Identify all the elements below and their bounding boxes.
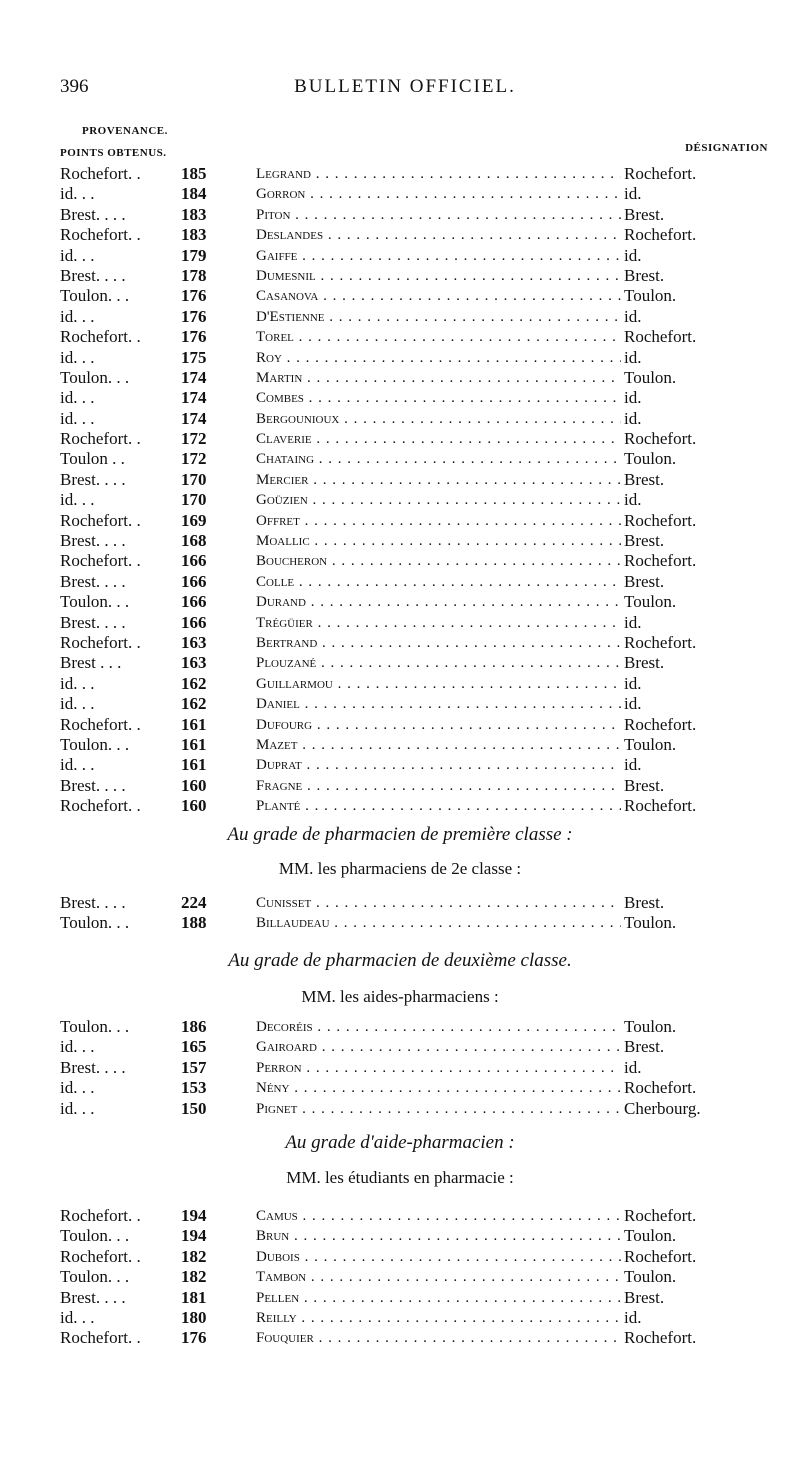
destination-cell: id. (621, 348, 641, 368)
name-cell: Bergounioux . . . (256, 409, 621, 429)
destination-cell: Brest. (621, 572, 664, 592)
destination-cell: Rochefort. (621, 633, 696, 653)
name-cell: Legrand . . . (256, 164, 621, 184)
destination-cell: Rochefort. (621, 429, 696, 449)
name-cell: Durand . . . (256, 592, 621, 612)
points-cell: 224 (181, 893, 207, 912)
points-cell: 160 (181, 796, 207, 816)
provenance-cell: Brest. . . . (60, 1287, 126, 1307)
list-item (60, 913, 690, 933)
destination-cell: Brest. (621, 893, 664, 913)
destination-cell: Toulon. (621, 1267, 676, 1287)
destination-cell: Toulon. (621, 368, 676, 388)
provenance-cell: Brest. . . . (60, 775, 126, 795)
section-sub-second-class: MM. les aides-pharmaciens : (301, 987, 499, 1006)
points-cell: 172 (181, 449, 207, 469)
name-cell: Roy . . . (256, 348, 621, 368)
list-item (60, 1246, 697, 1267)
list-item (60, 714, 697, 735)
list-item (60, 286, 690, 306)
destination-cell: Brest. (621, 531, 664, 551)
destination-cell: Brest. (621, 653, 664, 673)
points-cell: 163 (181, 632, 207, 652)
points-cell: 162 (181, 673, 207, 693)
entry-list-group-2 (60, 893, 690, 934)
list-item (60, 164, 697, 184)
destination-cell: Rochefort. (621, 1247, 696, 1267)
name-cell: Trégüier . . . (256, 613, 621, 633)
list-item (60, 205, 690, 225)
name-cell: Fouquier . . . (256, 1328, 621, 1348)
list-item (60, 225, 697, 245)
provenance-cell: id. . . (60, 694, 95, 714)
provenance-cell: Rochefort. . (60, 164, 141, 183)
name-cell: Goüzien . . . (256, 490, 621, 510)
provenance-cell: id. . . (60, 1307, 95, 1327)
provenance-cell: Rochefort. . (60, 1246, 141, 1266)
points-cell: 150 (181, 1098, 207, 1118)
entry-list-group-3 (60, 1017, 701, 1119)
list-item (60, 1267, 690, 1287)
provenance-cell: id. . . (60, 184, 95, 204)
name-cell: Billaudeau . . . (256, 913, 621, 933)
provenance-cell: Toulon. . . (60, 286, 130, 306)
page-number: 396 (60, 76, 89, 97)
list-item (60, 449, 690, 469)
name-cell: Dufourg . . . (256, 715, 621, 735)
destination-cell: id. (621, 1058, 641, 1078)
destination-cell: id. (621, 409, 641, 429)
provenance-cell: Rochefort. . (60, 714, 141, 734)
points-cell: 166 (181, 551, 207, 571)
points-cell: 178 (181, 265, 207, 285)
points-cell: 174 (181, 408, 207, 428)
name-cell: Reilly . . . (256, 1308, 621, 1328)
list-item (60, 893, 690, 913)
provenance-cell: id. . . (60, 1037, 95, 1057)
points-cell: 176 (181, 1328, 207, 1348)
list-item (60, 266, 690, 286)
list-item (60, 246, 690, 266)
destination-cell: id. (621, 694, 641, 714)
running-title: BULLETIN OFFICIEL. (294, 76, 516, 97)
destination-cell: Rochefort. (621, 551, 696, 571)
destination-cell: id. (621, 490, 641, 510)
name-cell: Decoréis . . . (256, 1017, 621, 1037)
provenance-cell: id. . . (60, 408, 95, 428)
name-cell: Mazet . . . (256, 735, 621, 755)
provenance-heading: PROVENANCE. (82, 125, 168, 137)
name-cell: Fragne . . . (256, 776, 621, 796)
destination-cell: Rochefort. (621, 164, 696, 184)
provenance-cell: Toulon. . . (60, 1017, 130, 1036)
name-cell: Offret . . . (256, 511, 621, 531)
destination-cell: Brest. (621, 1288, 664, 1308)
provenance-cell: Toulon. . . (60, 913, 130, 933)
provenance-cell: Brest. . . . (60, 204, 126, 224)
name-cell: Dumesnil . . . (256, 266, 621, 286)
list-item (60, 1328, 697, 1348)
name-cell: Colle . . . (256, 572, 621, 592)
destination-cell: id. (621, 1308, 641, 1328)
provenance-cell: Rochefort. . (60, 632, 141, 652)
points-cell: 183 (181, 225, 207, 245)
provenance-cell: Rochefort. . (60, 225, 141, 245)
destination-cell: Toulon. (621, 913, 676, 933)
provenance-cell: Brest. . . . (60, 1057, 126, 1077)
name-cell: Bertrand . . . (256, 633, 621, 653)
provenance-cell: Brest. . . . (60, 571, 126, 591)
list-item (60, 1037, 690, 1057)
points-cell: 153 (181, 1078, 207, 1098)
destination-cell: Brest. (621, 776, 664, 796)
column-headings-left (60, 120, 168, 164)
name-cell: Nény . . . (256, 1078, 621, 1098)
list-item (60, 735, 690, 755)
provenance-cell: id. . . (60, 1098, 95, 1118)
points-cell: 175 (181, 347, 207, 367)
list-item (60, 613, 690, 633)
entry-list-group-4 (60, 1206, 697, 1349)
name-cell: Cunisset . . . (256, 893, 621, 913)
destination-cell: Rochefort. (621, 1328, 696, 1348)
points-cell: 161 (181, 714, 207, 734)
points-cell: 188 (181, 913, 207, 933)
provenance-cell: id. . . (60, 490, 95, 510)
points-cell: 179 (181, 245, 207, 265)
points-cell: 176 (181, 306, 207, 326)
name-cell: Gaiffe . . . (256, 246, 621, 266)
name-cell: Duprat . . . (256, 755, 621, 775)
destination-cell: Toulon. (621, 449, 676, 469)
provenance-cell: id. . . (60, 347, 95, 367)
provenance-cell: Brest. . . . (60, 531, 126, 551)
points-cell: 160 (181, 775, 207, 795)
destination-cell: Brest. (621, 1037, 664, 1057)
list-item (60, 490, 690, 510)
name-cell: Pignet . . . (256, 1099, 621, 1119)
destination-cell: Toulon. (621, 286, 676, 306)
destination-cell: id. (621, 184, 641, 204)
name-cell: Mercier . . . (256, 470, 621, 490)
list-item (60, 429, 697, 449)
name-cell: Moallic . . . (256, 531, 621, 551)
list-item (60, 1078, 697, 1098)
section-title-aide: Au grade d'aide-pharmacien : (285, 1132, 515, 1153)
name-cell: Torel . . . (256, 327, 621, 347)
name-cell: Chataing . . . (256, 449, 621, 469)
points-heading: POINTS OBTENUS. (60, 147, 167, 159)
points-cell: 182 (181, 1267, 207, 1287)
points-cell: 180 (181, 1307, 207, 1327)
provenance-cell: id. . . (60, 673, 95, 693)
provenance-cell: id. . . (60, 755, 95, 775)
list-item (60, 572, 690, 592)
list-item (60, 755, 690, 775)
points-cell: 181 (181, 1287, 207, 1307)
name-cell: Claverie . . . (256, 429, 621, 449)
destination-cell: id. (621, 307, 641, 327)
destination-cell: id. (621, 246, 641, 266)
points-cell: 168 (181, 531, 207, 551)
points-cell: 170 (181, 490, 207, 510)
provenance-cell: Rochefort. . (60, 1328, 141, 1348)
destination-cell: Rochefort. (621, 1078, 696, 1098)
provenance-cell: Brest. . . . (60, 893, 126, 912)
entry-list-group-1 (60, 164, 697, 817)
name-cell: Daniel . . . (256, 694, 621, 714)
name-cell: Deslandes . . . (256, 225, 621, 245)
destination-cell: Brest. (621, 266, 664, 286)
section-sub-aide: MM. les étudiants en pharmacie : (286, 1168, 514, 1187)
name-cell: Tambon . . . (256, 1267, 621, 1287)
provenance-cell: Toulon. . . (60, 367, 130, 387)
name-cell: Dubois . . . (256, 1247, 621, 1267)
points-cell: 174 (181, 367, 207, 387)
destination-cell: Cherbourg. (621, 1099, 701, 1119)
provenance-cell: Brest. . . . (60, 265, 126, 285)
name-cell: D'Estienne . . . (256, 307, 621, 327)
points-cell: 163 (181, 653, 207, 673)
list-item (60, 307, 690, 327)
destination-cell: Toulon. (621, 735, 676, 755)
provenance-cell: Brest. . . . (60, 612, 126, 632)
provenance-cell: Toulon. . . (60, 1226, 130, 1246)
provenance-cell: Toulon. . . (60, 592, 130, 612)
list-item (60, 632, 697, 653)
name-cell: Camus . . . (256, 1206, 621, 1226)
name-cell: Perron . . . (256, 1058, 621, 1078)
provenance-cell: id. . . (60, 388, 95, 408)
name-cell: Brun . . . (256, 1226, 621, 1246)
name-cell: Planté . . . (256, 796, 621, 816)
destination-cell: Brest. (621, 205, 664, 225)
list-item (60, 653, 690, 673)
provenance-cell: Rochefort. . (60, 327, 141, 347)
provenance-cell: Brest. . . . (60, 469, 126, 489)
list-item (60, 592, 690, 612)
destination-cell: id. (621, 674, 641, 694)
section-title-first-class: Au grade de pharmacien de première classe : (227, 824, 573, 845)
name-cell: Guillarmou . . . (256, 674, 621, 694)
list-item (60, 674, 690, 694)
points-cell: 162 (181, 694, 207, 714)
list-item (60, 1017, 690, 1037)
points-cell: 165 (181, 1037, 207, 1057)
name-cell: Combes . . . (256, 388, 621, 408)
points-cell: 176 (181, 327, 207, 347)
list-item (60, 796, 697, 816)
provenance-cell: Toulon. . . (60, 734, 130, 754)
list-item (60, 470, 690, 490)
name-cell: Martin . . . (256, 368, 621, 388)
destination-cell: Rochefort. (621, 1206, 696, 1226)
list-item (60, 1226, 690, 1246)
points-cell: 174 (181, 388, 207, 408)
provenance-cell: id. . . (60, 306, 95, 326)
section-title-second-class: Au grade de pharmacien de deuxième classe. (228, 950, 572, 971)
list-item (60, 510, 697, 531)
destination-cell: Rochefort. (621, 715, 696, 735)
destination-cell: id. (621, 755, 641, 775)
list-item (60, 1308, 690, 1328)
list-item (60, 1288, 690, 1308)
name-cell: Pellen . . . (256, 1288, 621, 1308)
provenance-cell: Rochefort. . (60, 551, 141, 571)
points-cell: 182 (181, 1246, 207, 1266)
list-item (60, 1058, 690, 1078)
provenance-cell: Rochefort. . (60, 510, 141, 530)
name-cell: Gorron . . . (256, 184, 621, 204)
points-cell: 184 (181, 184, 207, 204)
points-cell: 183 (181, 204, 207, 224)
list-item (60, 368, 690, 388)
destination-cell: Toulon. (621, 592, 676, 612)
points-cell: 161 (181, 755, 207, 775)
points-cell: 166 (181, 612, 207, 632)
provenance-cell: Toulon. . . (60, 1267, 130, 1287)
destination-cell: Toulon. (621, 1017, 676, 1037)
points-cell: 161 (181, 734, 207, 754)
provenance-cell: Rochefort. . (60, 1206, 141, 1225)
destination-cell: Toulon. (621, 1226, 676, 1246)
destination-cell: Rochefort. (621, 511, 696, 531)
provenance-cell: Rochefort. . (60, 796, 141, 816)
list-item (60, 327, 697, 347)
section-sub-first-class: MM. les pharmaciens de 2e classe : (278, 859, 522, 878)
name-cell: Casanova . . . (256, 286, 621, 306)
points-cell: 186 (181, 1017, 207, 1036)
provenance-cell: Brest . . . (60, 653, 122, 673)
destination-cell: Rochefort. (621, 327, 696, 347)
list-item (60, 184, 690, 204)
name-cell: Boucheron . . . (256, 551, 621, 571)
list-item (60, 348, 690, 368)
list-item (60, 409, 690, 429)
provenance-cell: Toulon . . (60, 449, 125, 469)
list-item (60, 551, 697, 571)
destination-cell: id. (621, 613, 641, 633)
destination-cell: Rochefort. (621, 225, 696, 245)
provenance-cell: id. . . (60, 245, 95, 265)
name-cell: Gairoard . . . (256, 1037, 621, 1057)
points-cell: 194 (181, 1226, 207, 1246)
list-item (60, 776, 690, 796)
list-item (60, 694, 690, 714)
destination-cell: id. (621, 388, 641, 408)
name-cell: Plouzané . . . (256, 653, 621, 673)
points-cell: 157 (181, 1057, 207, 1077)
destination-cell: Rochefort. (621, 796, 696, 816)
points-cell: 176 (181, 286, 207, 306)
list-item (60, 1098, 701, 1119)
list-item (60, 388, 690, 408)
provenance-cell: id. . . (60, 1078, 95, 1098)
points-cell: 194 (181, 1206, 207, 1225)
points-cell: 170 (181, 469, 207, 489)
designation-heading: DÉSIGNATION (685, 142, 768, 154)
points-cell: 166 (181, 592, 207, 612)
page-header (60, 76, 750, 106)
points-cell: 169 (181, 510, 207, 530)
name-cell: Piton . . . (256, 205, 621, 225)
list-item (60, 531, 690, 551)
points-cell: 185 (181, 164, 207, 183)
points-cell: 172 (181, 429, 207, 449)
provenance-cell: Rochefort. . (60, 429, 141, 449)
destination-cell: Brest. (621, 470, 664, 490)
points-cell: 166 (181, 571, 207, 591)
list-item (60, 1206, 697, 1226)
